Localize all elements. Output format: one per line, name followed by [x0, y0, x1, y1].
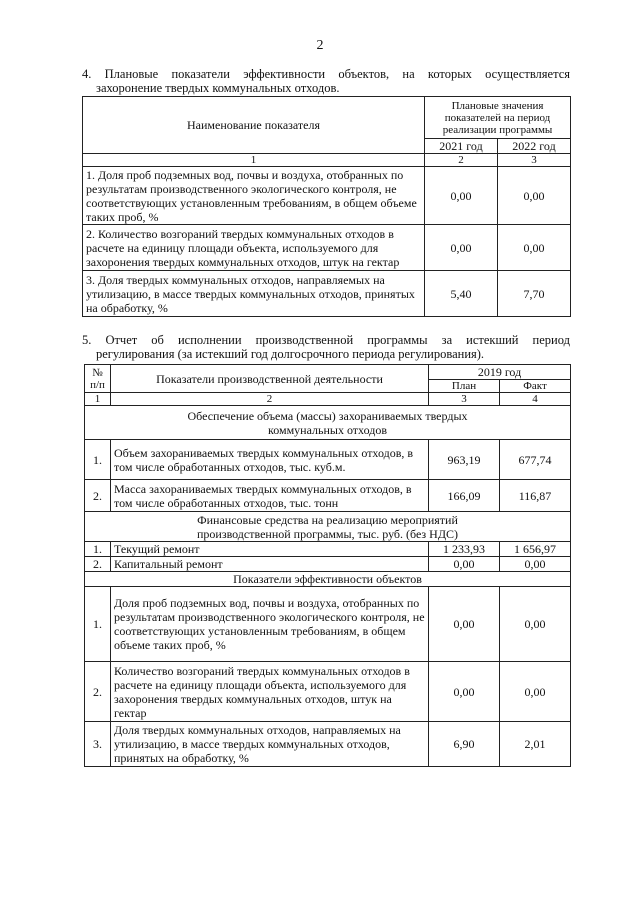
section5-heading-line1: 5. Отчет об исполнении производственной программы за истекший период: [82, 333, 570, 347]
row-fact-value: 116,87: [500, 480, 571, 512]
column-number: 1: [85, 393, 111, 406]
row-plan-value: 0,00: [429, 587, 500, 662]
table-column-numbers-row: [83, 154, 571, 167]
group-title-row: [85, 406, 571, 440]
row-number: 2.: [85, 480, 111, 512]
table-row: [85, 587, 571, 662]
row-fact-value: 0,00: [500, 662, 571, 722]
table-row: [83, 225, 571, 271]
row-number: 1.: [85, 542, 111, 557]
table-row: [85, 662, 571, 722]
row-indicator-name: Доля твердых коммунальных отходов, направляемых на утилизацию, в массе твердых коммунальных отходов, принятых на обработку, %: [111, 722, 429, 767]
table-row: [85, 440, 571, 480]
group-title-finance: Финансовые средства на реализацию мероприятий производственной программы, тыс. руб. (без НДС): [85, 512, 571, 542]
header-plan: План: [429, 380, 500, 393]
header-number: № п/п: [85, 365, 111, 393]
column-number: 2: [111, 393, 429, 406]
section4-heading: [82, 67, 570, 95]
row-value-2021: 0,00: [425, 167, 498, 225]
row-value-2022: 0,00: [498, 167, 571, 225]
row-number: 2.: [85, 662, 111, 722]
header-year-2022: 2022 год: [498, 139, 571, 154]
row-indicator-name: Доля проб подземных вод, почвы и воздуха, отобранных по результатам производственного экологического контроля, не соответствующих установленным требованиям, в общем объеме таких проб, %: [111, 587, 429, 662]
table-row: [83, 271, 571, 317]
table-row: [85, 542, 571, 557]
row-indicator-name: 1. Доля проб подземных вод, почвы и воздуха, отобранных по результатам производственного экологического контроля, не соответствующих установленным требованиям, в общем объеме таких проб, %: [83, 167, 425, 225]
column-number: 4: [500, 393, 571, 406]
row-plan-value: 166,09: [429, 480, 500, 512]
header-plan-values: Плановые значения показателей на период реализации программы: [425, 97, 571, 139]
header-year-2019: 2019 год: [429, 365, 571, 380]
row-number: 2.: [85, 557, 111, 572]
row-plan-value: 1 233,93: [429, 542, 500, 557]
row-fact-value: 2,01: [500, 722, 571, 767]
group-title-row: [85, 512, 571, 542]
column-number: 3: [429, 393, 500, 406]
row-value-2022: 7,70: [498, 271, 571, 317]
row-fact-value: 0,00: [500, 557, 571, 572]
table-row: [85, 722, 571, 767]
row-plan-value: 0,00: [429, 557, 500, 572]
header-fact: Факт: [500, 380, 571, 393]
row-indicator-name: 3. Доля твердых коммунальных отходов, направляемых на утилизацию, в массе твердых коммунальных отходов, принятых на обработку, %: [83, 271, 425, 317]
column-number: 3: [498, 154, 571, 167]
row-fact-value: 0,00: [500, 587, 571, 662]
row-number: 1.: [85, 440, 111, 480]
row-plan-value: 6,90: [429, 722, 500, 767]
row-indicator-name: Текущий ремонт: [111, 542, 429, 557]
table-row: [85, 557, 571, 572]
row-fact-value: 1 656,97: [500, 542, 571, 557]
table-header-row: [83, 97, 571, 139]
table-header-row: [85, 365, 571, 380]
section5-heading-line2: регулирования (за истекший год долгосрочного периода регулирования).: [96, 347, 485, 361]
table-row: [83, 167, 571, 225]
row-indicator-name: 2. Количество возгораний твердых коммунальных отходов в расчете на единицу площади объекта, используемого для захоронения твердых коммунальных отходов, штук на гектар: [83, 225, 425, 271]
row-indicator-name: Количество возгораний твердых коммунальных отходов в расчете на единицу площади объекта, используемого для захоронения твердых коммунальных отходов, штук на гектар: [111, 662, 429, 722]
row-value-2021: 0,00: [425, 225, 498, 271]
table-row: [85, 480, 571, 512]
header-year-2021: 2021 год: [425, 139, 498, 154]
group-title-row: [85, 572, 571, 587]
row-indicator-name: Объем захораниваемых твердых коммунальных отходов, в том числе обработанных отходов, тыс. куб.м.: [111, 440, 429, 480]
section4-heading-line1: 4. Плановые показатели эффективности объектов, на которых осуществляется: [82, 67, 570, 81]
column-number: 1: [83, 154, 425, 167]
group-title-volume: Обеспечение объема (массы) захораниваемых твердых коммунальных отходов: [85, 406, 571, 440]
column-number: 2: [425, 154, 498, 167]
row-plan-value: 0,00: [429, 662, 500, 722]
table-column-numbers-row: [85, 393, 571, 406]
row-value-2022: 0,00: [498, 225, 571, 271]
row-value-2021: 5,40: [425, 271, 498, 317]
row-indicator-name: Масса захораниваемых твердых коммунальных отходов, в том числе обработанных отходов, тыс. тонн: [111, 480, 429, 512]
row-number: 1.: [85, 587, 111, 662]
section4-table: [82, 96, 571, 317]
row-number: 3.: [85, 722, 111, 767]
section4-heading-line2: захоронение твердых коммунальных отходов.: [96, 81, 340, 95]
section5-heading: [82, 333, 570, 361]
page-number: 2: [316, 38, 324, 53]
header-indicators: Показатели производственной деятельности: [111, 365, 429, 393]
group-title-efficiency: Показатели эффективности объектов: [85, 572, 571, 587]
row-fact-value: 677,74: [500, 440, 571, 480]
row-indicator-name: Капитальный ремонт: [111, 557, 429, 572]
header-indicator-name: Наименование показателя: [83, 97, 425, 154]
row-plan-value: 963,19: [429, 440, 500, 480]
section5-table: [84, 364, 571, 767]
